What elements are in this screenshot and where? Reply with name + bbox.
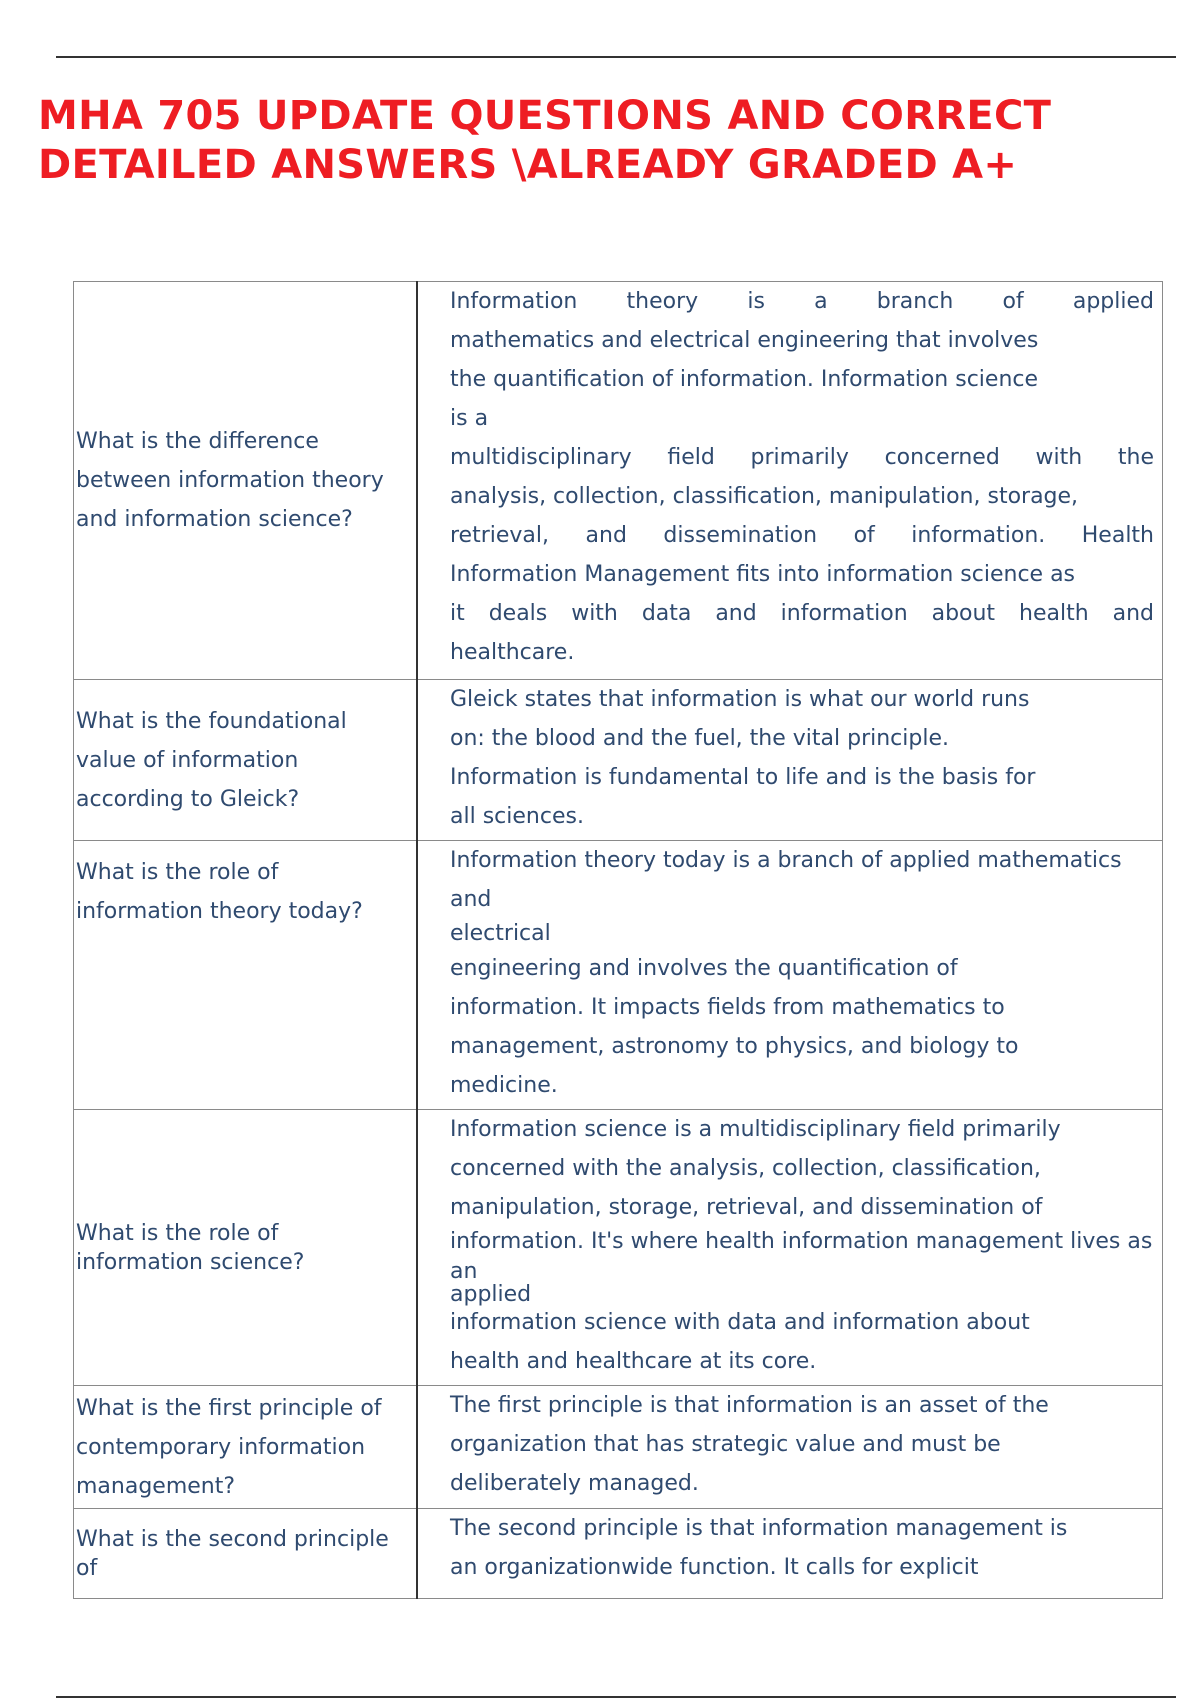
answer-line: Information theory is a branch of applied <box>450 289 1154 314</box>
question-cell <box>74 1509 418 1599</box>
answer-line: The second principle is that information management is <box>450 1516 1068 1541</box>
table-row <box>74 1110 1163 1386</box>
answer-line: engineering and involves the quantification of <box>450 956 958 981</box>
answer-cell <box>417 841 1163 1110</box>
answer-line: Information is fundamental to life and is the basis for <box>450 765 1036 790</box>
answer-line: information. It impacts fields from mathematics to <box>450 995 1005 1020</box>
answer-line: health and healthcare at its core. <box>450 1349 817 1374</box>
answer-line: an organizationwide function. It calls for explicit <box>450 1555 979 1580</box>
answer-line: is a <box>450 406 489 431</box>
answer-line: organization that has strategic value and must be <box>450 1432 1001 1457</box>
document-title-line-1: MHA 705 UPDATE QUESTIONS AND CORRECT <box>38 93 1052 139</box>
answer-line: multidisciplinary field primarily concerned with the <box>450 445 1154 470</box>
answer-line: medicine. <box>450 1073 558 1098</box>
answer-line: deliberately managed. <box>450 1471 699 1496</box>
table-row <box>74 841 1163 1110</box>
answer-line: applied <box>450 1282 532 1307</box>
answer-line: Information science is a multidisciplinary field primarily <box>450 1117 1061 1142</box>
table-row <box>74 680 1163 841</box>
answer-cell <box>417 282 1163 680</box>
answer-line: electrical <box>450 921 551 946</box>
question-text: What is the second principle of <box>76 1526 389 1581</box>
answer-line: concerned with the analysis, collection, classification, <box>450 1156 1041 1181</box>
question-cell <box>74 841 418 1110</box>
question-text: What is the first principle of contemporary information management? <box>76 1395 382 1499</box>
question-text: What is the role of information science? <box>76 1220 305 1275</box>
question-cell <box>74 680 418 841</box>
answer-line: The first principle is that information is an asset of the <box>450 1393 1049 1418</box>
question-text: What is the role of information theory today? <box>76 860 363 924</box>
answer-line: retrieval, and dissemination of information. Health <box>450 523 1154 548</box>
question-cell <box>74 1386 418 1509</box>
answer-line: healthcare. <box>450 640 575 665</box>
answer-line: all sciences. <box>450 804 584 829</box>
question-cell <box>74 282 418 680</box>
answer-line: Information theory today is a branch of applied mathematics and <box>450 848 1122 912</box>
top-rule <box>56 56 1176 58</box>
qa-table <box>73 281 1163 1599</box>
answer-line: it deals with data and information about health and <box>450 601 1154 626</box>
answer-line: Gleick states that information is what our world runs <box>450 687 1030 712</box>
bottom-rule <box>56 1696 1176 1698</box>
table-row <box>74 1509 1163 1599</box>
answer-cell <box>417 1110 1163 1386</box>
question-text: What is the difference between information theory and information science? <box>76 429 384 532</box>
answer-line: mathematics and electrical engineering that involves <box>450 328 1039 353</box>
table-row <box>74 282 1163 680</box>
answer-cell <box>417 680 1163 841</box>
document-title-line-2: DETAILED ANSWERS \ALREADY GRADED A+ <box>38 142 1018 188</box>
answer-line: management, astronomy to physics, and biology to <box>450 1034 1019 1059</box>
table-row <box>74 1386 1163 1509</box>
answer-line: the quantification of information. Information science <box>450 367 1039 392</box>
question-cell <box>74 1110 418 1386</box>
answer-cell <box>417 1509 1163 1599</box>
answer-line: manipulation, storage, retrieval, and dissemination of <box>450 1195 1043 1220</box>
answer-line: information science with data and information about <box>450 1310 1030 1335</box>
answer-line: information. It's where health information management lives as an <box>450 1229 1153 1284</box>
document-title <box>38 92 1158 190</box>
answer-line: Information Management fits into information science as <box>450 562 1076 587</box>
answer-cell <box>417 1386 1163 1509</box>
answer-line: on: the blood and the fuel, the vital principle. <box>450 726 949 751</box>
question-text: What is the foundational value of information according to Gleick? <box>76 708 347 812</box>
answer-line: analysis, collection, classification, manipulation, storage, <box>450 484 1079 509</box>
